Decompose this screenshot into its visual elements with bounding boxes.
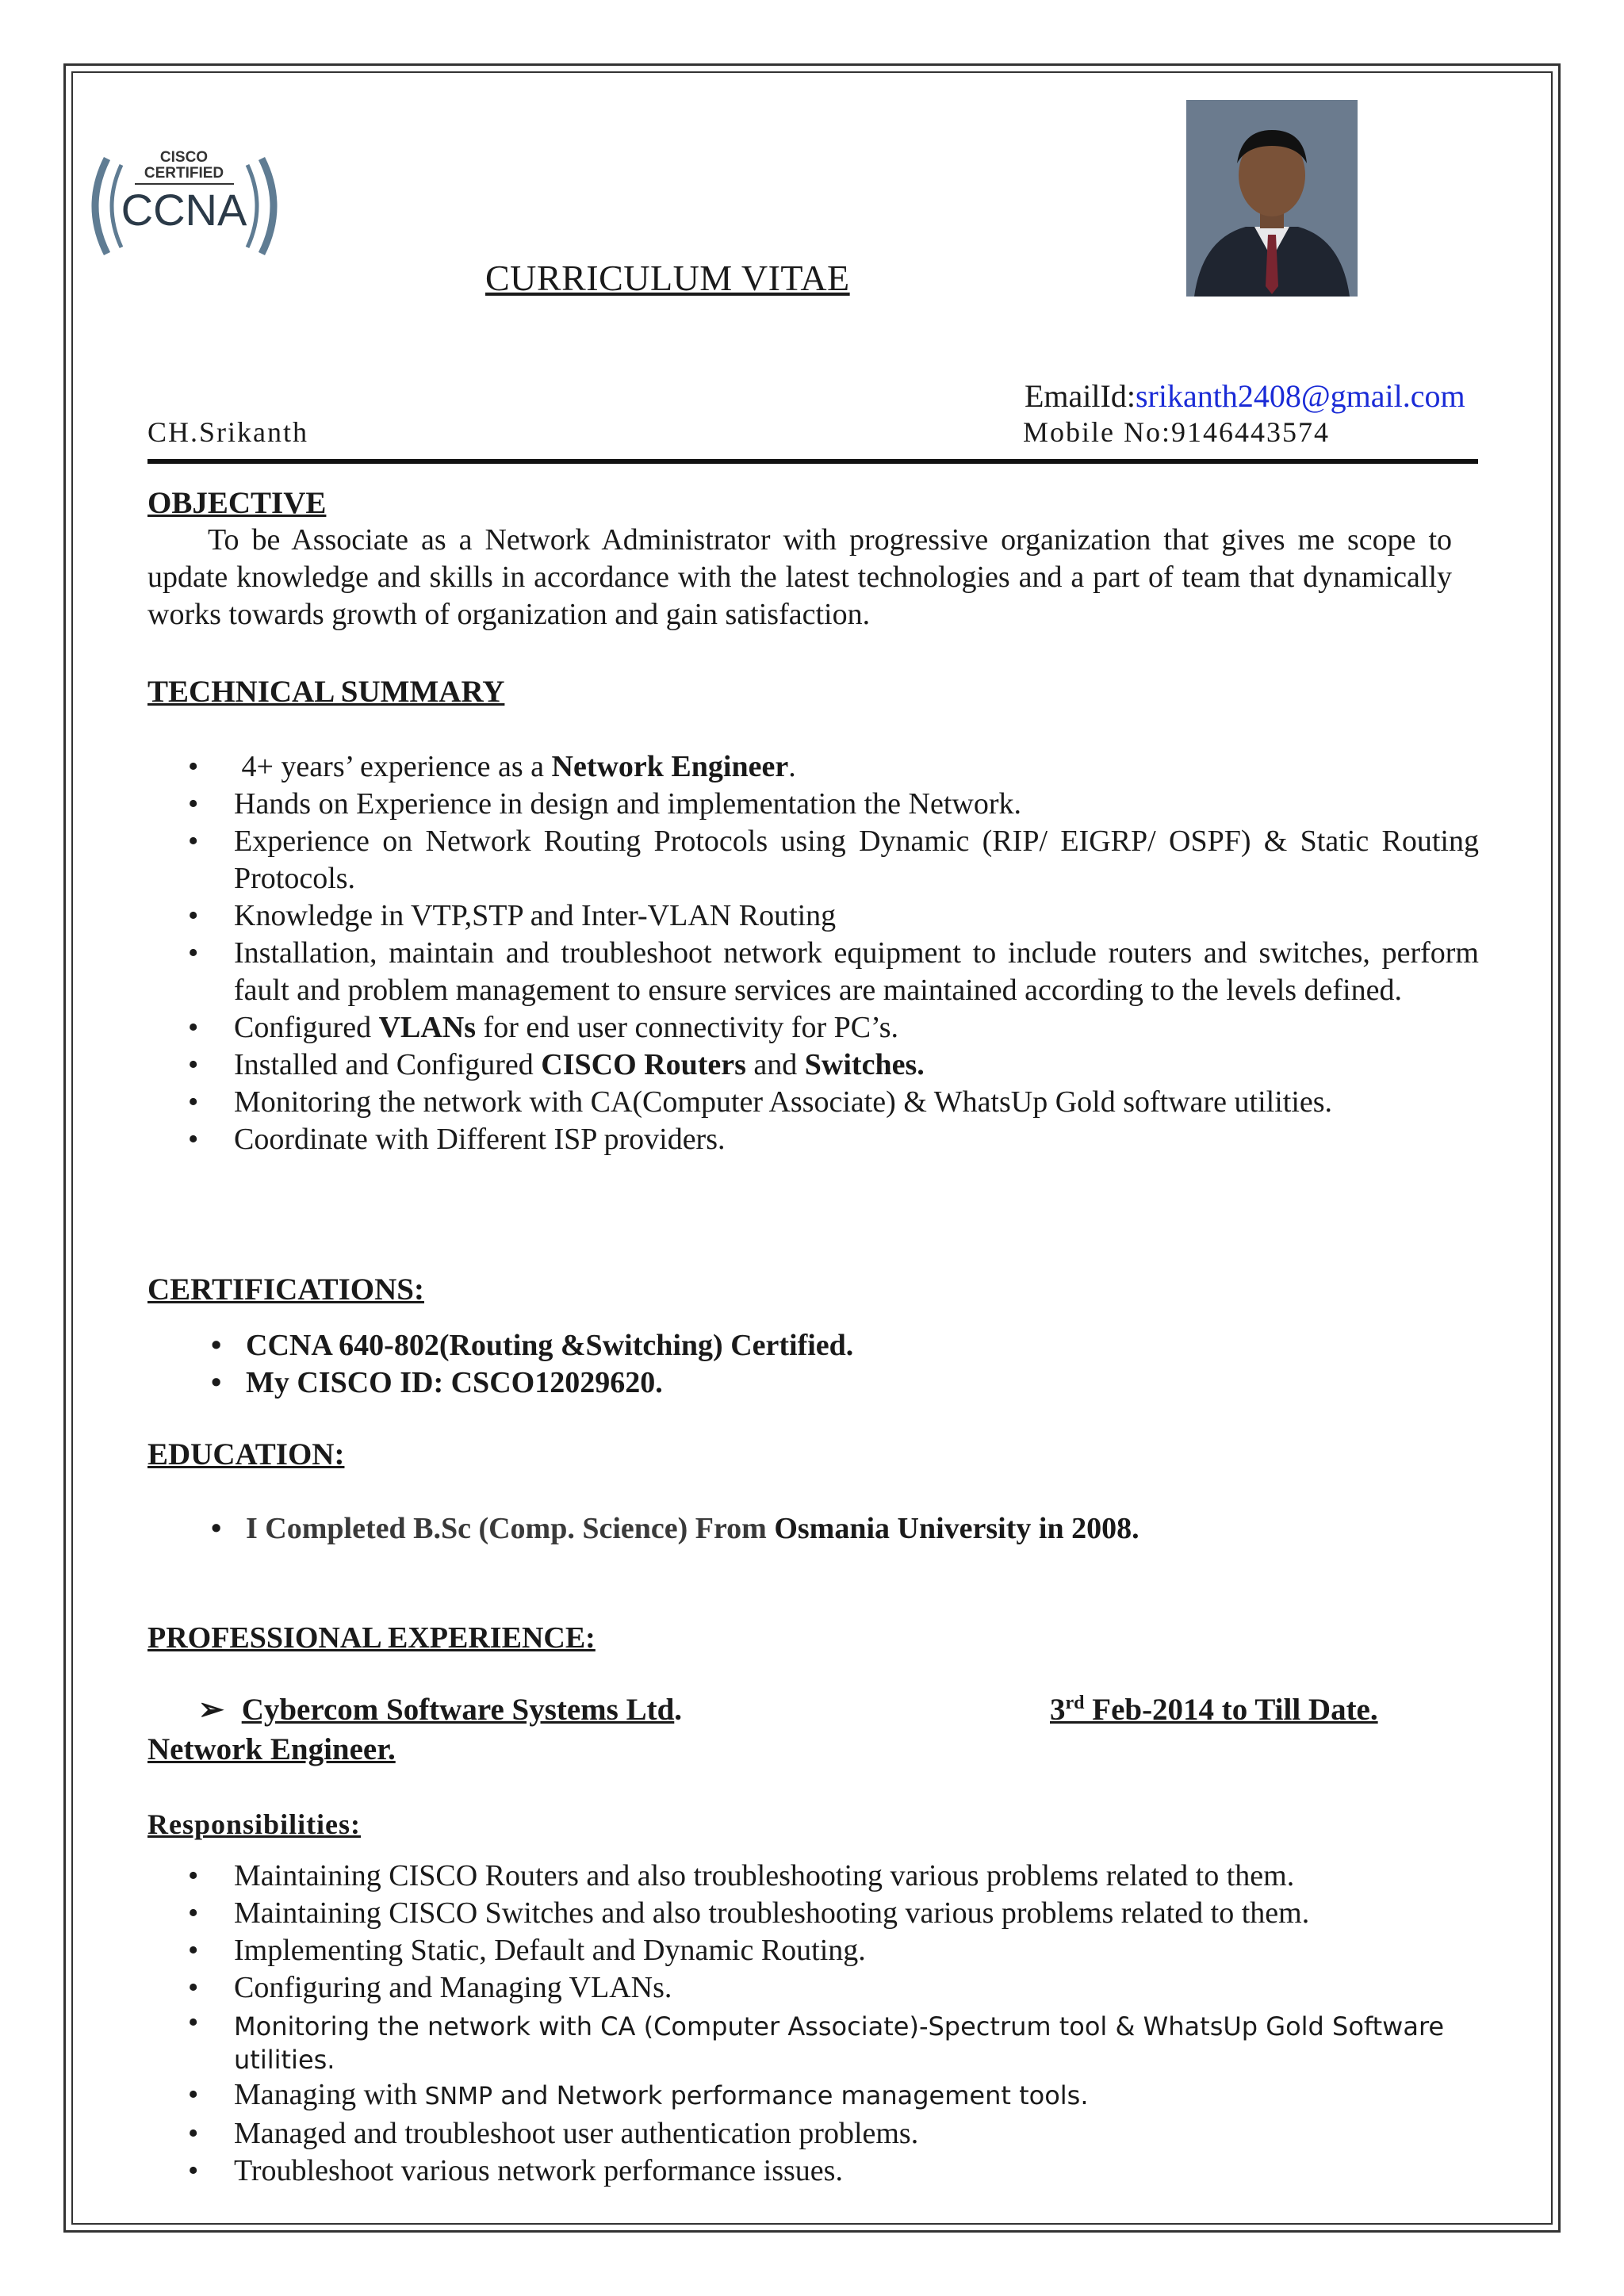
email-line xyxy=(1025,377,1465,415)
experience-heading: PROFESSIONAL EXPERIENCE: xyxy=(147,1621,596,1655)
ccna-logo xyxy=(75,143,293,270)
email-link[interactable]: srikanth2408@gmail.com xyxy=(1135,378,1465,414)
list-item: • Hands on Experience in design and implementation the Network. xyxy=(188,787,1022,821)
list-item: • Configured VLANs for end user connectivity for PC’s. xyxy=(188,1011,898,1044)
list-item: • CCNA 640-802(Routing &Switching) Certified. xyxy=(211,1329,854,1362)
logo-cisco-text: CISCO xyxy=(159,149,209,166)
education-list xyxy=(211,1510,1435,1548)
mobile-number: Mobile No:9146443574 xyxy=(1023,416,1330,448)
technical-summary-list xyxy=(188,748,1479,1158)
technical-summary-heading: TECHNICAL SUMMARY xyxy=(147,675,505,709)
list-item: • I Completed B.Sc (Comp. Science) From Osmania University in 2008. xyxy=(211,1512,1139,1545)
list-item: • Monitoring the network with CA (Computer Associate)-Spectrum tool & WhatsUp Gold Software utilities. xyxy=(188,2006,1445,2075)
list-item: • Troubleshoot various network performance issues. xyxy=(188,2154,843,2187)
objective-text: To be Associate as a Network Administrator with progressive organization that gives me scope to update knowledge and skills in accordance with the latest technologies and a part of team that dynamically works towards growth of organization and gain satisfaction. xyxy=(147,523,1452,631)
logo-certified-text: CERTIFIED xyxy=(144,165,224,182)
list-item: • Maintaining CISCO Switches and also troubleshooting various problems related to them. xyxy=(188,1896,1310,1930)
responsibilities-list xyxy=(188,1858,1479,2190)
employment-dates: 3rd Feb-2014 to Till Date. xyxy=(1050,1693,1378,1727)
logo-ccna-text: CCNA xyxy=(121,185,247,235)
list-item: • Experience on Network Routing Protocols using Dynamic (RIP/ EIGRP/ OSPF) & Static Routing Protocols. xyxy=(188,825,1479,895)
list-item: • Coordinate with Different ISP providers. xyxy=(188,1123,726,1156)
education-heading: EDUCATION: xyxy=(147,1437,345,1471)
list-item: • Knowledge in VTP,STP and Inter-VLAN Routing xyxy=(188,899,837,932)
list-item: • Maintaining CISCO Routers and also troubleshooting various problems related to them. xyxy=(188,1859,1295,1892)
company-name: Cybercom Software Systems Ltd xyxy=(241,1693,675,1727)
header-divider xyxy=(147,459,1478,464)
profile-photo xyxy=(1186,100,1358,297)
list-item: • 4+ years’ experience as a Network Engineer. xyxy=(188,750,796,783)
list-item: • Implementing Static, Default and Dynamic Routing. xyxy=(188,1934,866,1967)
list-item: • Managing with SNMP and Network performance management tools. xyxy=(188,2078,1089,2111)
list-item: • Installation, maintain and troubleshoot network equipment to include routers and switches, perform fault and problem management to ensure services are maintained according to the levels defined. xyxy=(188,936,1479,1007)
list-item: • Configuring and Managing VLANs. xyxy=(188,1971,672,2004)
list-item: • Managed and troubleshoot user authentication problems. xyxy=(188,2117,919,2150)
list-item: • Monitoring the network with CA(Computer Associate) & WhatsUp Gold software utilities. xyxy=(188,1085,1333,1119)
list-item: • My CISCO ID: CSCO12029620. xyxy=(211,1366,663,1399)
arrow-bullet-icon: ➢ xyxy=(198,1693,224,1727)
responsibilities-heading: Responsibilities: xyxy=(147,1808,362,1840)
certifications-heading: CERTIFICATIONS: xyxy=(147,1272,424,1307)
list-item: • Installed and Configured CISCO Routers and Switches. xyxy=(188,1048,925,1081)
company-line: ➢ Cybercom Software Systems Ltd. xyxy=(198,1693,683,1727)
job-role: Network Engineer. xyxy=(147,1732,396,1766)
candidate-name: CH.Srikanth xyxy=(147,416,309,448)
certifications-list xyxy=(211,1327,1435,1402)
objective-heading: OBJECTIVE xyxy=(147,486,327,520)
document-title: CURRICULUM VITAE xyxy=(485,258,850,298)
email-label: EmailId: xyxy=(1025,378,1136,414)
